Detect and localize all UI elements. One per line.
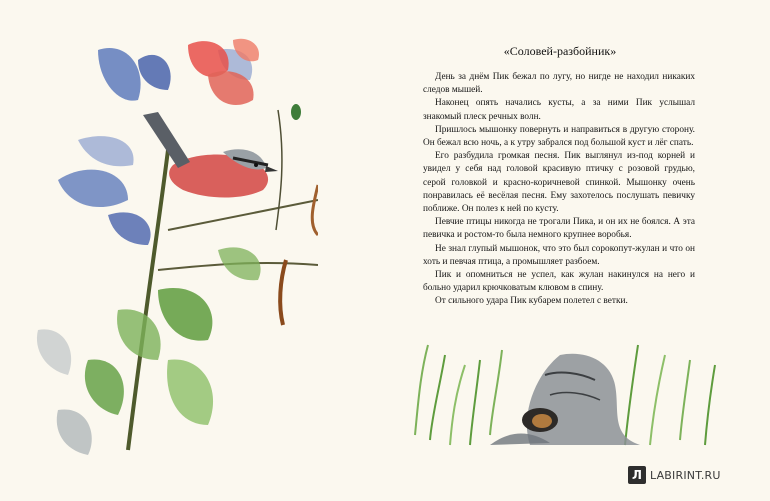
story-paragraph: Его разбудила громкая песня. Пик выглянул из-под корней и увидел у себя над головой красивую птичку с розовой грудью, серой головкой и красно-коричневой спинкой. Мышонку очень понравилась её весёлая песня. Ему захотелось послушать певичку поближе. Он полез к ней по кусту. [423,151,695,215]
watermark-text: LABIRINT.RU [650,468,721,482]
watermark [628,466,721,484]
chapter-title: «Соловей-разбойник» [503,44,617,58]
story-paragraph: От сильного удара Пик кубарем полетел с ветки. [435,296,628,307]
story-paragraph: День за днём Пик бежал по лугу, но нигде не находил никаких следов мышей. [423,72,695,96]
story-paragraph: Пик и опомниться не успел, как жулан накинулся на него и больно ударил крючковатым клювом в спину. [423,270,695,294]
story-paragraph: Певчие птицы никогда не трогали Пика, и он их не боялся. А эта певичка и ростом-то была немного крупнее воробья. [423,217,695,241]
story-paragraph: Пришлось мышонку повернуть и направиться в другую сторону. Он бежал всю ночь, а к утру забрался под большой куст и лёг спать. [423,124,695,149]
story-paragraph: Не знал глупый мышонок, что это был сорокопут-жулан и что он хоть и певчая птица, а промышляет разбоем. [423,243,695,267]
stump-with-mouse-illustration [410,335,730,455]
story-text [423,71,695,309]
story-paragraph: Наконец опять начались кусты, а за ними Пик услышал знакомый плеск речных волн. [423,98,695,122]
bird-on-bush-illustration [18,30,318,460]
labirint-logo-icon: Л [628,466,646,484]
